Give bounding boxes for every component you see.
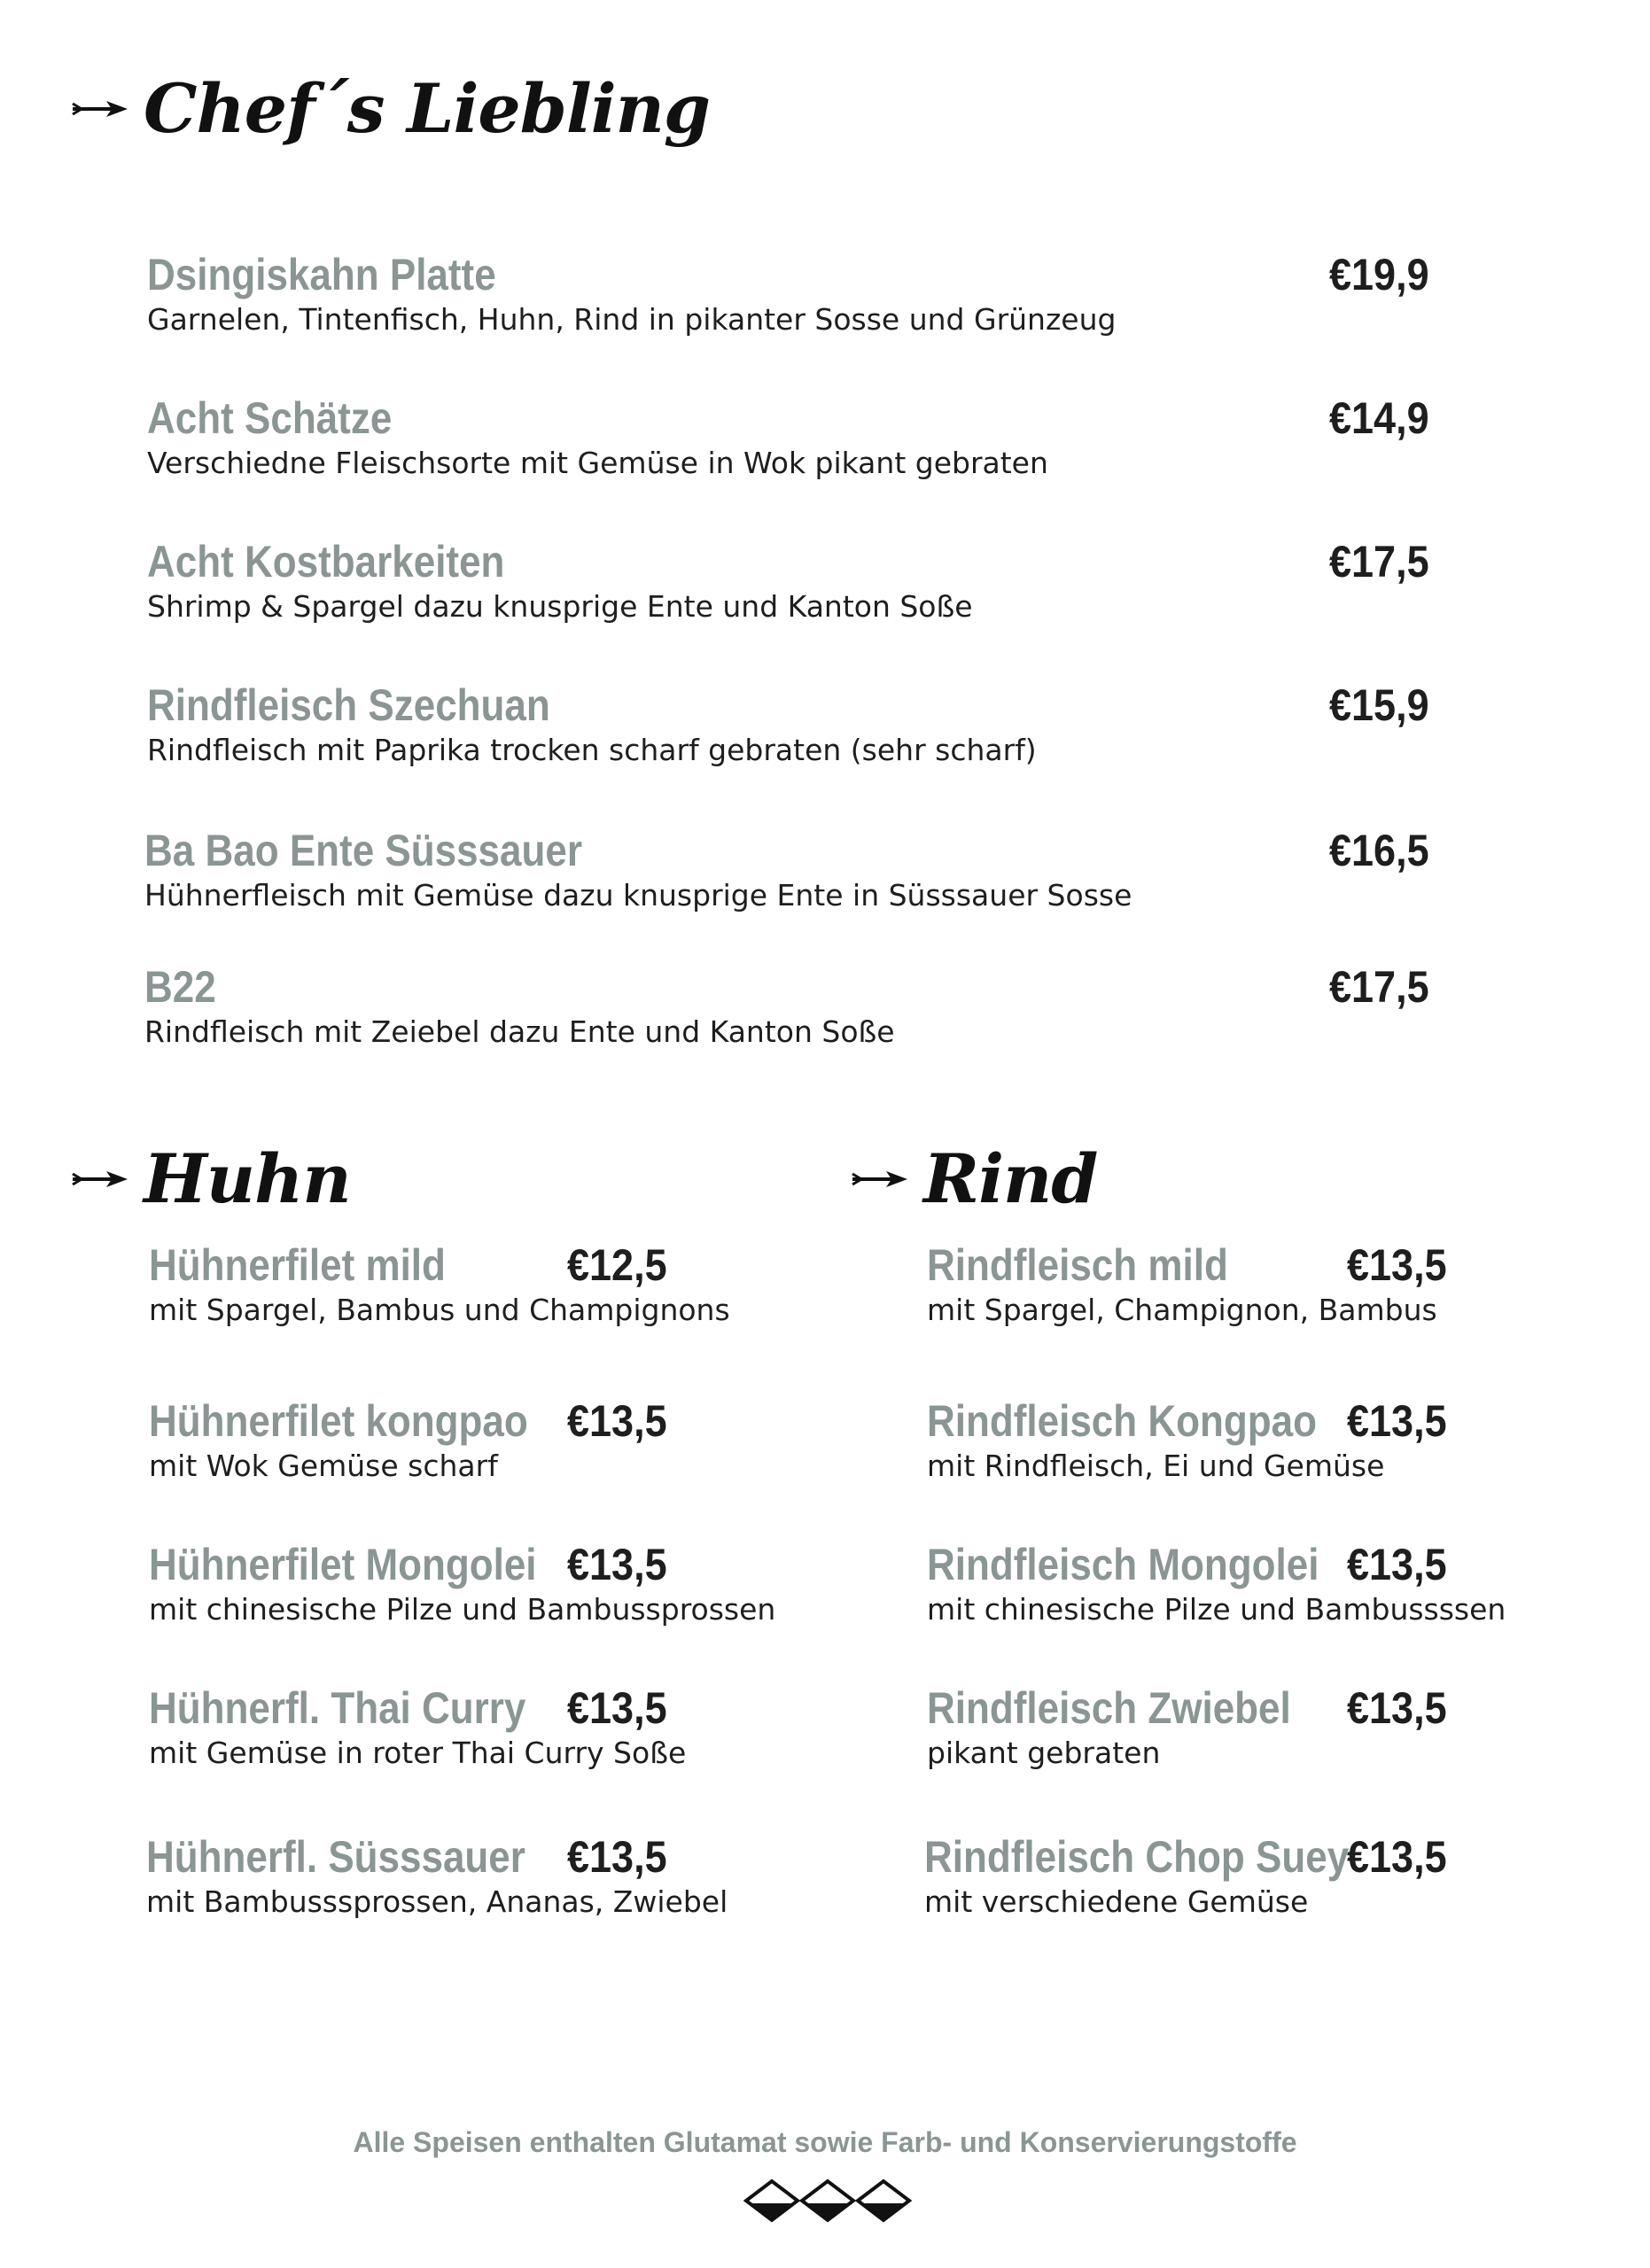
menu-item-chef-6 xyxy=(144,962,895,1051)
menu-item-rind-2 xyxy=(927,1396,1384,1485)
item-price: €12,5 xyxy=(567,1240,667,1290)
arrow-icon xyxy=(851,1169,909,1190)
item-name: Hühnerfilet Mongolei xyxy=(149,1540,537,1589)
item-price: €16,5 xyxy=(1329,826,1429,875)
item-name: Rindfleisch Kongpao xyxy=(927,1396,1317,1446)
item-description: Rindfleisch mit Zeiebel dazu Ente und Kanton Soße xyxy=(144,1014,895,1049)
item-name: Rindfleisch Szechuan xyxy=(147,680,550,730)
item-description: Hühnerfleisch mit Gemüse dazu knusprige Ente in Süsssauer Sosse xyxy=(144,878,1132,913)
item-description: mit Gemüse in roter Thai Curry Soße xyxy=(149,1736,687,1770)
item-name: Rindfleisch Mongolei xyxy=(927,1540,1319,1589)
item-price: €13,5 xyxy=(1347,1683,1447,1733)
item-description: mit chinesische Pilze und Bambussprossen xyxy=(149,1592,776,1627)
menu-item-chef-4 xyxy=(147,680,1037,769)
item-name: Hühnerfl. Thai Curry xyxy=(149,1683,526,1733)
item-description: Shrimp & Spargel dazu knusprige Ente und Kanton Soße xyxy=(147,589,973,624)
allergen-footnote: Alle Speisen enthalten Glutamat sowie Farb- und Konservierungstoffe xyxy=(353,2126,1297,2158)
menu-item-huhn-3 xyxy=(149,1540,775,1628)
item-price: €14,9 xyxy=(1329,393,1429,443)
item-price: €13,5 xyxy=(567,1683,667,1733)
menu-item-chef-3 xyxy=(147,537,973,625)
section-heading-chef xyxy=(71,69,710,148)
menu-item-huhn-2 xyxy=(149,1396,580,1485)
item-price: €15,9 xyxy=(1329,680,1429,730)
item-price: €13,5 xyxy=(1347,1540,1447,1589)
item-name: Hühnerfl. Süsssauer xyxy=(146,1832,525,1882)
item-description: mit verschiedene Gemüse xyxy=(924,1884,1309,1919)
item-description: mit Spargel, Champignon, Bambus xyxy=(927,1293,1437,1327)
arrow-icon xyxy=(71,1169,129,1190)
item-name: Acht Schätze xyxy=(147,393,393,443)
item-description: mit chinesische Pilze und Bambussssen xyxy=(927,1592,1506,1627)
section-title-huhn: Huhn xyxy=(144,1139,351,1218)
item-description: pikant gebraten xyxy=(927,1736,1161,1770)
item-name: Hühnerfilet kongpao xyxy=(149,1396,528,1446)
item-price: €13,5 xyxy=(1347,1396,1447,1446)
item-price: €13,5 xyxy=(567,1540,667,1589)
item-name: Rindfleisch mild xyxy=(927,1240,1228,1290)
item-description: mit Wok Gemüse scharf xyxy=(149,1449,498,1483)
item-description: Verschiedne Fleischsorte mit Gemüse in Wok pikant gebraten xyxy=(147,446,1048,480)
item-price: €13,5 xyxy=(567,1832,667,1882)
menu-item-chef-1 xyxy=(147,250,1116,338)
item-price: €17,5 xyxy=(1329,962,1429,1012)
item-description: mit Bambusssprossen, Ananas, Zwiebel xyxy=(146,1884,728,1919)
section-title-chef: Chef´s Liebling xyxy=(144,69,710,148)
item-name: Hühnerfilet mild xyxy=(149,1240,446,1290)
arrow-icon xyxy=(71,98,129,120)
menu-item-chef-2 xyxy=(147,393,1048,482)
menu-item-rind-4 xyxy=(927,1683,1341,1772)
item-name: Rindfleisch Zwiebel xyxy=(927,1683,1291,1733)
diamond-ornament-icon xyxy=(743,2176,916,2225)
section-title-rind: Rind xyxy=(923,1139,1098,1218)
item-price: €19,9 xyxy=(1329,250,1429,299)
item-price: €13,5 xyxy=(1347,1240,1447,1290)
section-heading-huhn xyxy=(71,1139,351,1218)
item-description: Garnelen, Tintenfisch, Huhn, Rind in pikanter Sosse und Grünzeug xyxy=(147,302,1117,337)
item-name: B22 xyxy=(144,962,216,1012)
item-price: €17,5 xyxy=(1329,537,1429,586)
menu-item-rind-5 xyxy=(924,1832,1407,1921)
menu-item-chef-5 xyxy=(144,826,1132,914)
item-name: Acht Kostbarkeiten xyxy=(147,537,505,586)
section-heading-rind xyxy=(851,1139,1097,1218)
item-price: €13,5 xyxy=(567,1396,667,1446)
item-name: Ba Bao Ente Süsssauer xyxy=(144,826,582,875)
item-description: mit Rindfleisch, Ei und Gemüse xyxy=(927,1449,1385,1483)
item-price: €13,5 xyxy=(1347,1832,1447,1882)
item-name: Rindfleisch Chop Suey xyxy=(924,1832,1350,1882)
item-description: Rindfleisch mit Paprika trocken scharf gebraten (sehr scharf) xyxy=(147,733,1037,767)
item-name: Dsingiskahn Platte xyxy=(147,250,496,299)
item-description: mit Spargel, Bambus und Champignons xyxy=(149,1293,730,1327)
